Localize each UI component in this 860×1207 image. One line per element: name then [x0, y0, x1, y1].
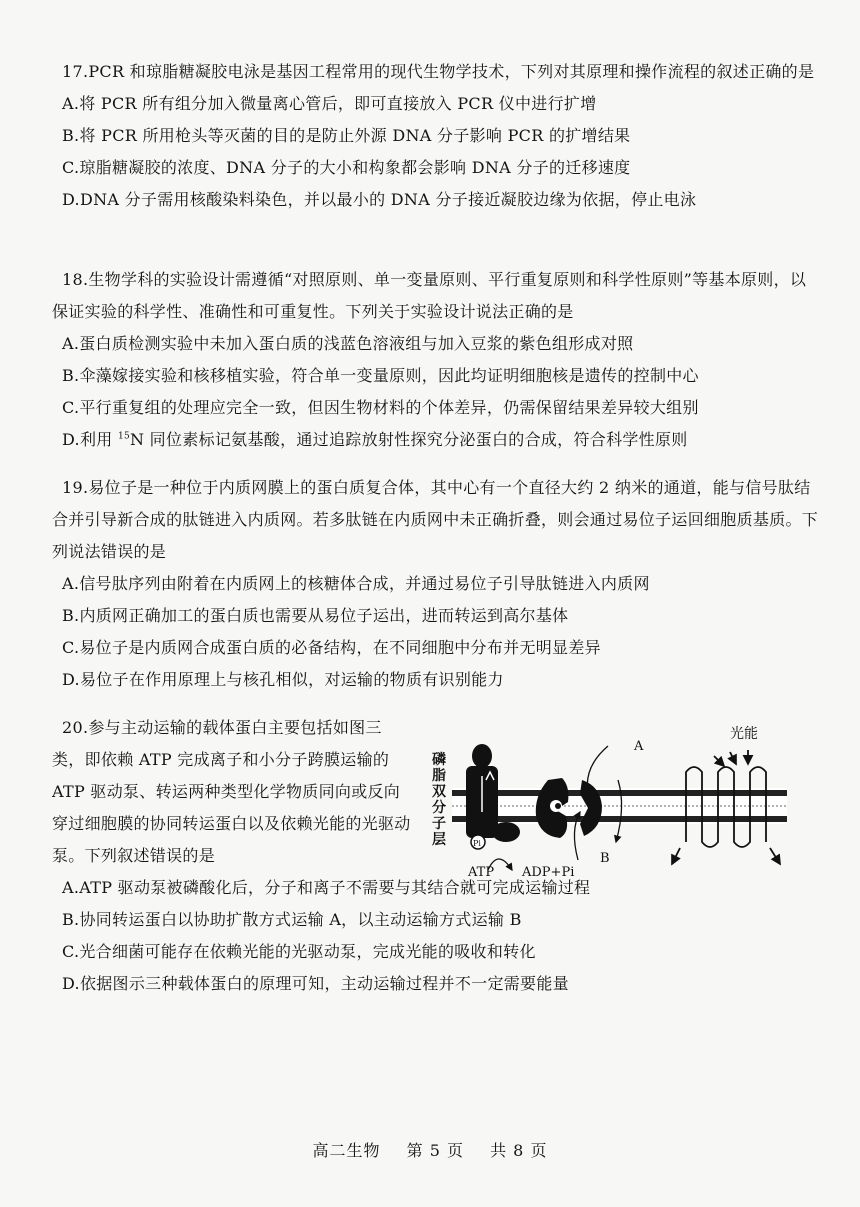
option-d: D.易位子在作用原理上与核孔相似，对运输的物质有识别能力 — [62, 670, 504, 689]
option-d: D.依据图示三种载体蛋白的原理可知，主动运输过程并不一定需要能量 — [62, 974, 569, 993]
option-c: C.易位子是内质网合成蛋白质的必备结构，在不同细胞中分布并无明显差异 — [62, 638, 601, 657]
membrane-label-char: 子 — [432, 816, 446, 832]
membrane-label-char: 脂 — [432, 768, 446, 784]
footer-page-number: 第 5 页 — [406, 1141, 464, 1160]
light-energy-label: 光能 — [730, 726, 758, 742]
option-b: B.协同转运蛋白以协助扩散方式运输 A，以主动运输方式运输 B — [62, 910, 522, 929]
membrane-transport-figure — [430, 720, 790, 880]
option-a: A.蛋白质检测实验中未加入蛋白质的浅蓝色溶液组与加入豆浆的紫色组形成对照 — [62, 334, 634, 353]
question-stem: 18.生物学科的实验设计需遵循“对照原则、单一变量原则、平行重复原则和科学性原则”等基本原则，以保证实验的科学性、准确性和可重复性。下列关于实验设计说法正确的是 — [52, 270, 807, 321]
atp-label: ATP — [468, 865, 495, 880]
substance-a-label: A — [634, 739, 644, 754]
option-b: B.内质网正确加工的蛋白质也需要从易位子运出，进而转运到高尔基体 — [62, 606, 569, 625]
question-18 — [52, 264, 822, 456]
phospholipid-bilayer — [452, 788, 787, 824]
question-19 — [52, 472, 822, 696]
option-b: B.伞藻嫁接实验和核移植实验，符合单一变量原则，因此均证明细胞核是遗传的控制中心 — [62, 366, 699, 385]
question-17 — [52, 56, 822, 216]
membrane-label-char: 磷 — [432, 752, 446, 768]
question-stem: 20.参与主动运输的载体蛋白主要包括如图三类，即依赖 ATP 完成离子和小分子跨膜运输的 ATP 驱动泵、转运两种类型化学物质同向或反向穿过细胞膜的协同转运蛋白以及依赖光能的光驱动泵。下列叙述错误的是 — [52, 718, 411, 865]
option-d-text: N 同位素标记氨基酸，通过追踪放射性探究分泌蛋白的合成，符合科学性原则 — [130, 430, 688, 449]
pi-label: Pi — [473, 839, 481, 848]
membrane-label-char: 层 — [432, 832, 446, 848]
option-d-prefix: D.利用 — [62, 430, 118, 449]
question-stem: 17.PCR 和琼脂糖凝胶电泳是基因工程常用的现代生物学技术，下列对其原理和操作流程的叙述正确的是 — [62, 62, 815, 81]
question-stem: 19.易位子是一种位于内质网膜上的蛋白质复合体，其中心有一个直径大约 2 纳米的通道，能与信号肽结合并引导新合成的肽链进入内质网。若多肽链在内质网中未正确折叠，则会通过易位子运回细胞质基质。下列说法错误的是 — [52, 478, 819, 561]
footer-total-pages: 共 8 页 — [490, 1141, 548, 1160]
option-d — [62, 424, 822, 456]
option-c: C.光合细菌可能存在依赖光能的光驱动泵，完成光能的吸收和转化 — [62, 942, 536, 961]
membrane-label-char: 双 — [432, 784, 446, 800]
substance-b-label: B — [600, 851, 610, 866]
option-a: A.将 PCR 所有组分加入微量离心管后，即可直接放入 PCR 仪中进行扩增 — [62, 94, 597, 113]
isotope-superscript: 15 — [117, 431, 130, 442]
option-b: B.将 PCR 所用枪头等灭菌的目的是防止外源 DNA 分子影响 PCR 的扩增结果 — [62, 126, 631, 145]
option-c: C.平行重复组的处理应完全一致，但因生物材料的个体差异，仍需保留结果差异较大组别 — [62, 398, 699, 417]
footer-subject: 高二生物 — [312, 1141, 381, 1160]
option-d: D.DNA 分子需用核酸染料染色，并以最小的 DNA 分子接近凝胶边缘为依据，停止电泳 — [62, 190, 697, 209]
option-a: A.信号肽序列由附着在内质网上的核糖体合成，并通过易位子引导肽链进入内质网 — [62, 574, 650, 593]
membrane-label — [432, 751, 446, 848]
membrane-label-char: 分 — [432, 800, 446, 816]
adp-pi-label: ADP+Pi — [522, 865, 575, 880]
option-c: C.琼脂糖凝胶的浓度、DNA 分子的大小和构象都会影响 DNA 分子的迁移速度 — [62, 158, 631, 177]
option-a: A.ATP 驱动泵被磷酸化后，分子和离子不需要与其结合就可完成运输过程 — [62, 878, 591, 897]
page-footer — [0, 1138, 860, 1161]
